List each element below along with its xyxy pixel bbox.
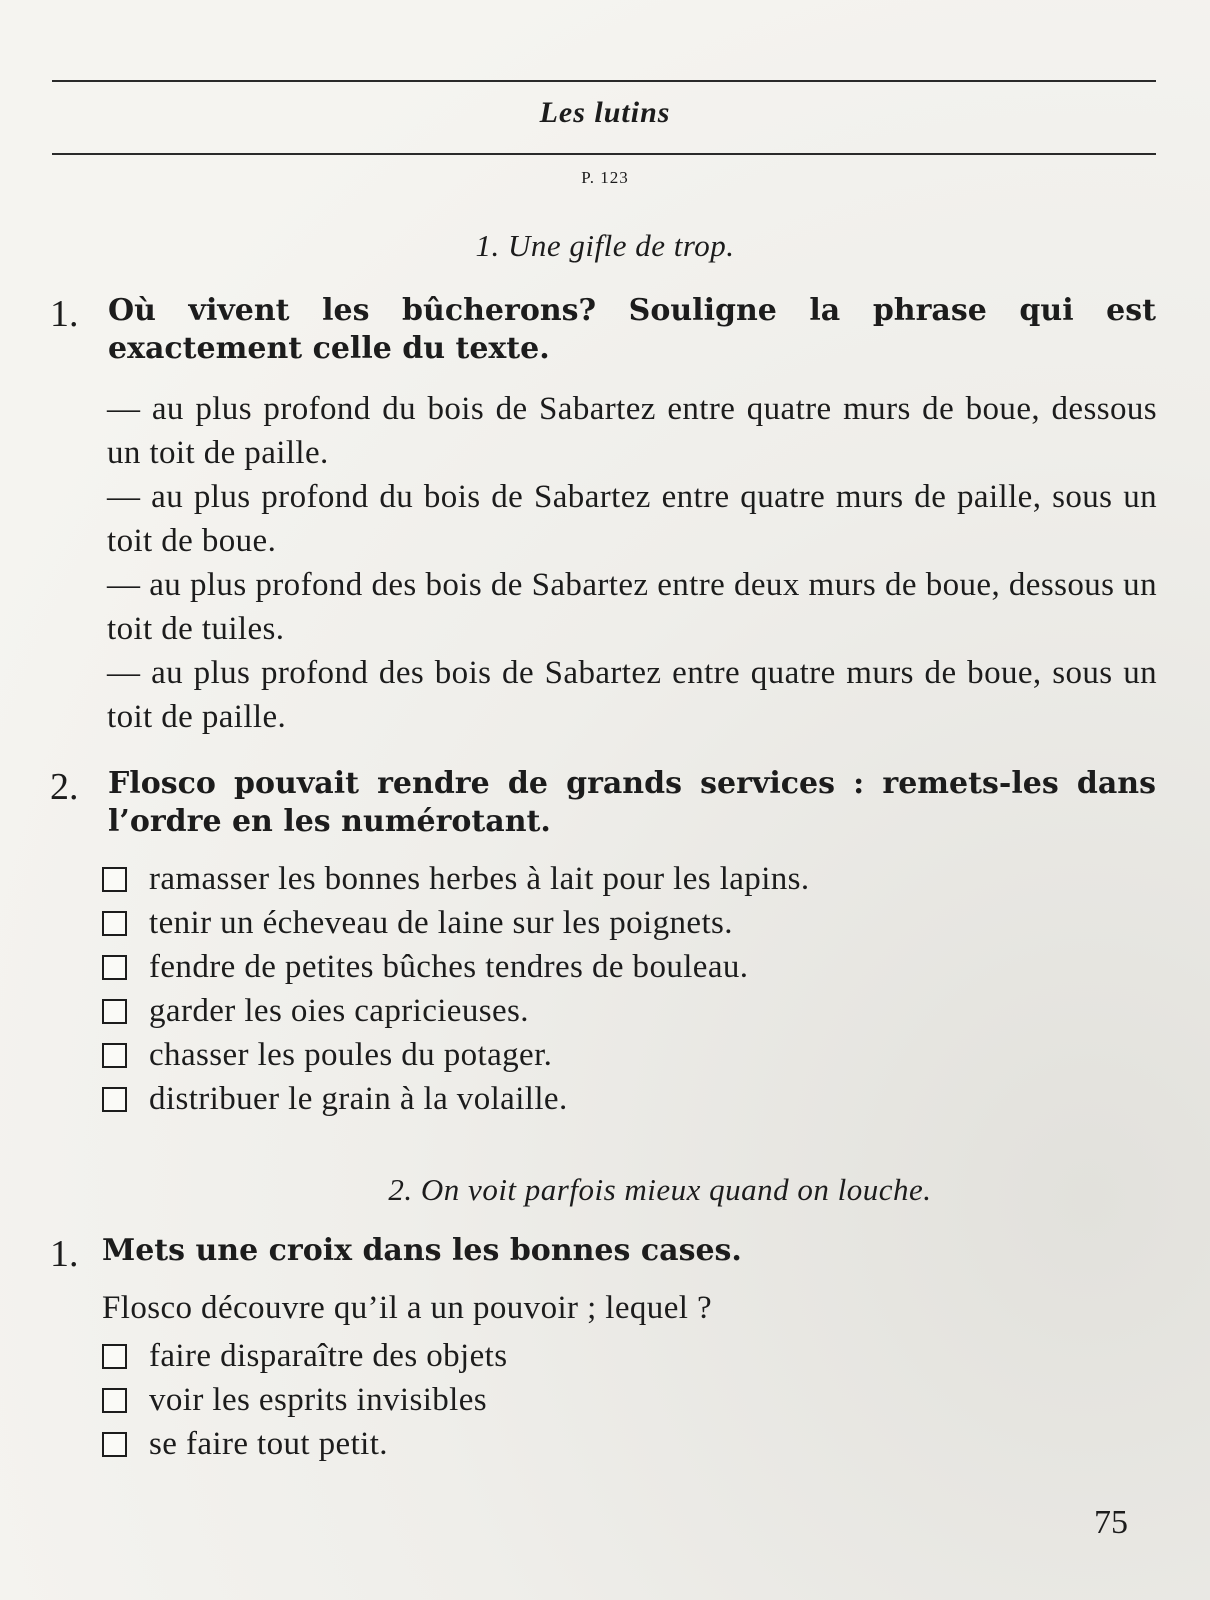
list-item-label: ramasser les bonnes herbes à lait pour les lapins. xyxy=(149,860,810,897)
header-rule-bottom xyxy=(52,153,1156,155)
list-item-label: fendre de petites bûches tendres de bouleau. xyxy=(149,948,749,985)
list-item xyxy=(102,1422,1102,1466)
question-number: 2. xyxy=(50,766,79,808)
checkbox[interactable] xyxy=(102,1344,127,1369)
list-item xyxy=(102,1378,1102,1422)
list-item-label: distribuer le grain à la volaille. xyxy=(149,1080,568,1117)
list-item-label: tenir un écheveau de laine sur les poignets. xyxy=(149,904,733,941)
page-title: Les lutins xyxy=(539,96,671,129)
section-1-heading: 1. Une gifle de trop. xyxy=(475,228,735,263)
list-item xyxy=(102,901,1102,945)
list-item xyxy=(102,989,1102,1033)
header-rule-top xyxy=(52,80,1156,82)
question-lead-text: Flosco découvre qu’il a un pouvoir ; lequel ? xyxy=(102,1290,713,1326)
checkbox[interactable] xyxy=(102,1432,127,1457)
list-item xyxy=(102,1077,1102,1121)
page-reference: P. 123 xyxy=(581,168,629,187)
question-1-2 xyxy=(50,765,1156,841)
number-box[interactable] xyxy=(102,999,127,1024)
answer-option[interactable]: — au plus profond des bois de Sabartez entre quatre murs de boue, sous un toit de paille. xyxy=(107,655,1157,735)
question-text: Mets une croix dans les bonnes cases. xyxy=(102,1233,742,1268)
number-box[interactable] xyxy=(102,911,127,936)
number-box[interactable] xyxy=(102,1087,127,1112)
number-box[interactable] xyxy=(102,955,127,980)
list-item-label: se faire tout petit. xyxy=(149,1425,388,1462)
answer-options-list xyxy=(107,387,1157,739)
question-2-1 xyxy=(50,1232,1156,1275)
number-box[interactable] xyxy=(102,867,127,892)
list-item xyxy=(102,1334,1102,1378)
answer-option[interactable]: — au plus profond du bois de Sabartez entre quatre murs de boue, dessous un toit de paille. xyxy=(107,391,1157,471)
list-item-label: faire disparaître des objets xyxy=(149,1337,508,1374)
question-1-1 xyxy=(50,292,1156,368)
question-text: Flosco pouvait rendre de grands services : remets-les dans l’ordre en les numérotant. xyxy=(108,766,1156,839)
question-text: Où vivent les bûcherons? Souligne la phrase qui est exactement celle du texte. xyxy=(108,293,1156,366)
list-item xyxy=(102,945,1102,989)
list-item-label: voir les esprits invisibles xyxy=(149,1381,488,1418)
ordering-list xyxy=(102,857,1102,1121)
checkbox-list xyxy=(102,1334,1102,1466)
list-item xyxy=(102,1033,1102,1077)
list-item xyxy=(102,857,1102,901)
question-number: 1. xyxy=(50,1233,79,1275)
page-number: 75 xyxy=(1094,1504,1128,1541)
section-2-heading: 2. On voit parfois mieux quand on louche. xyxy=(388,1172,932,1207)
list-item-label: chasser les poules du potager. xyxy=(149,1036,553,1073)
answer-option[interactable]: — au plus profond du bois de Sabartez entre quatre murs de paille, sous un toit de boue. xyxy=(107,479,1157,559)
number-box[interactable] xyxy=(102,1043,127,1068)
answer-option[interactable]: — au plus profond des bois de Sabartez entre deux murs de boue, dessous un toit de tuiles. xyxy=(107,567,1157,647)
question-number: 1. xyxy=(50,293,79,335)
list-item-label: garder les oies capricieuses. xyxy=(149,992,529,1029)
checkbox[interactable] xyxy=(102,1388,127,1413)
